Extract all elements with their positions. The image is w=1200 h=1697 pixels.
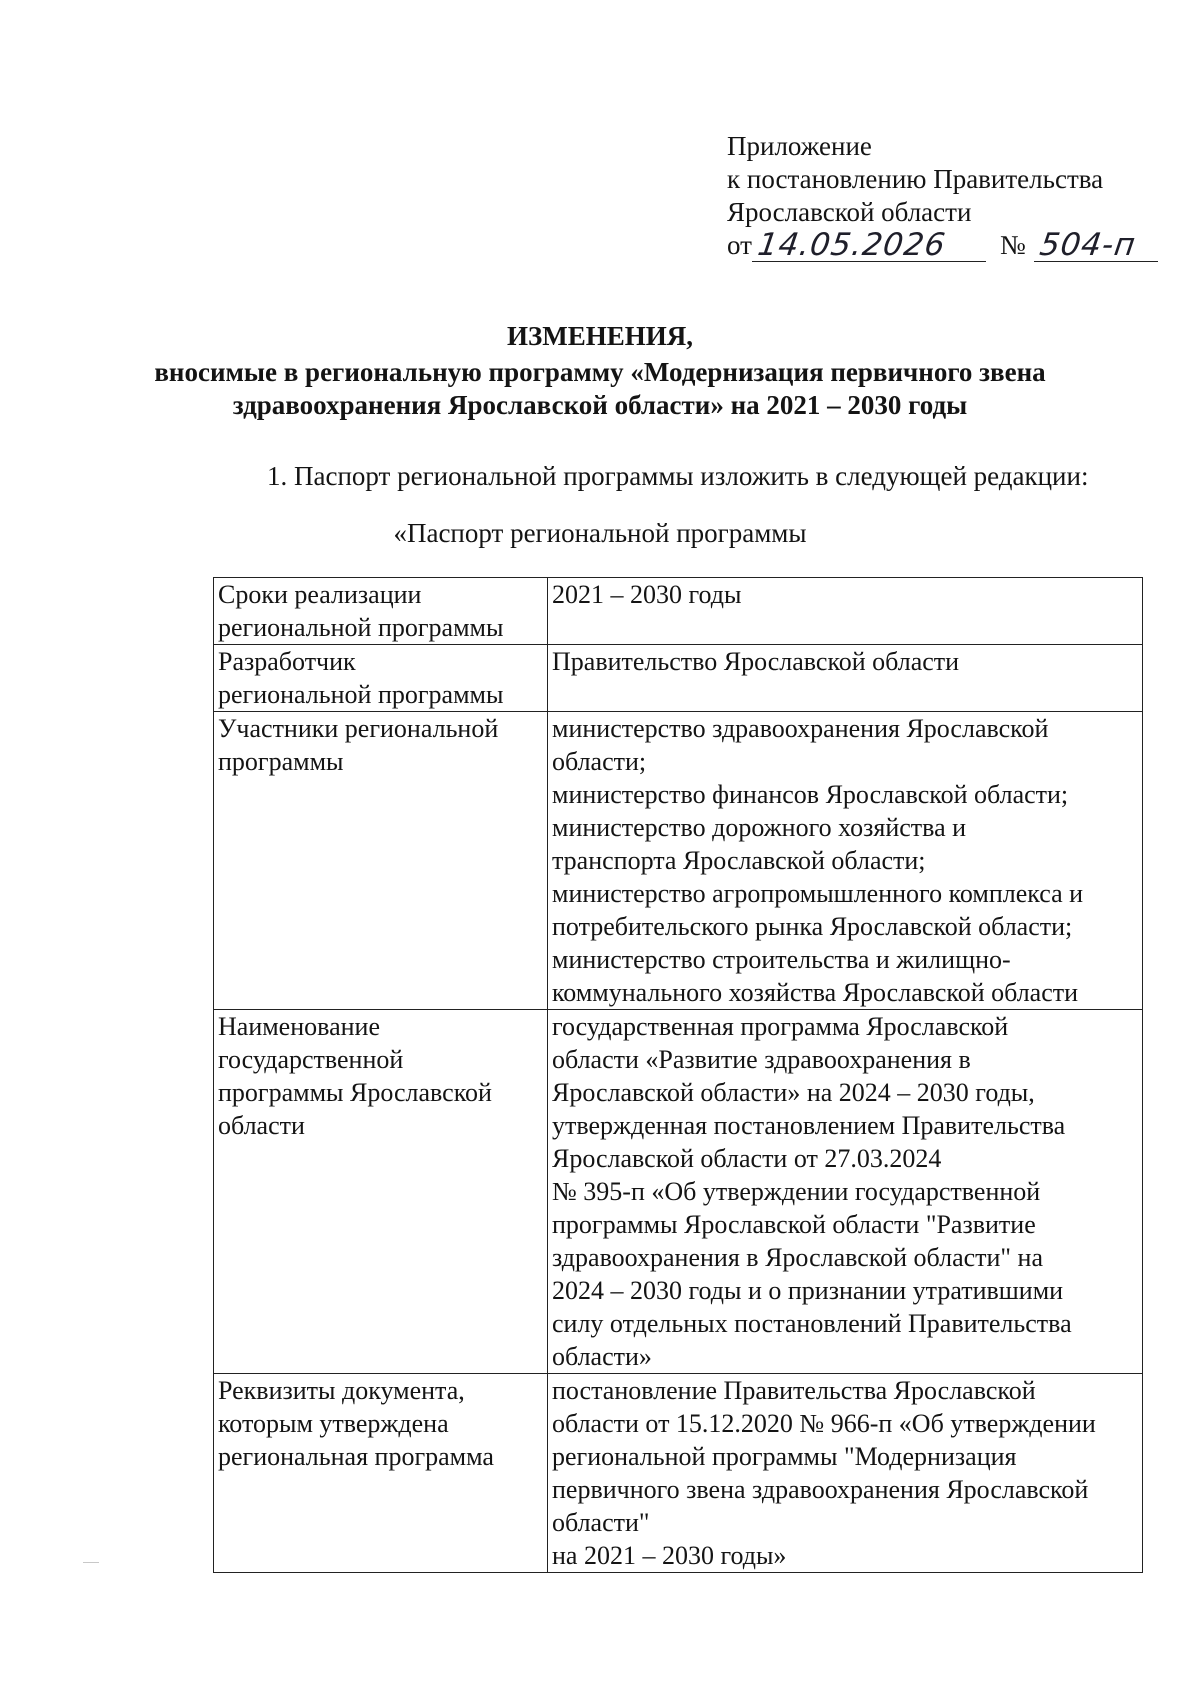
key-line: программы Ярославской <box>218 1078 492 1107</box>
key-line: региональной программы <box>218 680 504 709</box>
value-line: Правительство Ярославской области <box>552 647 960 676</box>
value-line: государственная программа Ярославской <box>552 1012 1009 1041</box>
handwritten-number: 504-п <box>1037 227 1138 263</box>
passport-row <box>214 712 1143 1010</box>
value-line: утвержденная постановлением Правительства <box>552 1111 1066 1140</box>
value-line: постановление Правительства Ярославской <box>552 1376 1036 1405</box>
value-line: транспорта Ярославской области; <box>552 846 926 875</box>
passport-key-cell <box>214 1010 548 1374</box>
number-field <box>1034 227 1158 263</box>
key-line: государственной <box>218 1045 404 1074</box>
passport-row <box>214 578 1143 645</box>
passport-value-cell <box>548 1374 1143 1573</box>
passport-value-cell <box>548 645 1143 712</box>
value-line: министерство дорожного хозяйства и <box>552 813 967 842</box>
passport-value-cell <box>548 712 1143 1010</box>
key-line: Сроки реализации <box>218 580 422 609</box>
paragraph-1: 1. Паспорт региональной программы изложить в следующей редакции: <box>267 461 1089 491</box>
title-subtitle-line1: вносимые в региональную программу «Модернизация первичного звена <box>154 357 1046 387</box>
value-line: области от 15.12.2020 № 966-п «Об утверждении <box>552 1409 1096 1438</box>
passport-title: «Паспорт региональной программы <box>393 518 807 548</box>
appendix-resolution-line: к постановлению Правительства <box>727 164 1104 194</box>
passport-value-cell <box>548 578 1143 645</box>
passport-row <box>214 645 1143 712</box>
passport-key-cell <box>214 712 548 1010</box>
appendix-label: Приложение <box>727 131 872 161</box>
passport-key-cell <box>214 1374 548 1573</box>
date-field <box>752 227 986 263</box>
key-line: Разработчик <box>218 647 356 676</box>
value-line: потребительского рынка Ярославской области; <box>552 912 1073 941</box>
scan-mark <box>83 1562 99 1563</box>
key-line: Реквизиты документа, <box>218 1376 465 1405</box>
key-line: программы <box>218 747 344 776</box>
value-line: на 2021 – 2030 годы» <box>552 1541 787 1570</box>
passport-row <box>214 1010 1143 1374</box>
value-line: программы Ярославской области "Развитие <box>552 1210 1036 1239</box>
value-line: области «Развитие здравоохранения в <box>552 1045 971 1074</box>
document-title <box>0 320 1200 422</box>
value-line: силу отдельных постановлений Правительства <box>552 1309 1072 1338</box>
passport-value-cell <box>548 1010 1143 1374</box>
passport-key-cell <box>214 578 548 645</box>
key-line: региональной программы <box>218 613 504 642</box>
value-line: 2021 – 2030 годы <box>552 580 742 609</box>
value-line: министерство финансов Ярославской области; <box>552 780 1069 809</box>
value-line: области" <box>552 1508 650 1537</box>
appendix-region-line: Ярославской области <box>727 197 972 227</box>
passport-row <box>214 1374 1143 1573</box>
handwritten-date: 14.05.2026 <box>755 227 948 263</box>
value-line: региональной программы "Модернизация <box>552 1442 1017 1471</box>
from-label: от <box>727 230 752 260</box>
key-line: региональная программа <box>218 1442 494 1471</box>
number-sign: № <box>999 230 1026 260</box>
value-line: области; <box>552 747 647 776</box>
value-line: области» <box>552 1342 652 1371</box>
value-line: первичного звена здравоохранения Ярославской <box>552 1475 1089 1504</box>
value-line: Ярославской области от 27.03.2024 <box>552 1144 942 1173</box>
appendix-header <box>727 130 1158 262</box>
value-line: коммунального хозяйства Ярославской области <box>552 978 1079 1007</box>
value-line: Ярославской области» на 2024 – 2030 годы, <box>552 1078 1035 1107</box>
value-line: министерство строительства и жилищно- <box>552 945 1011 974</box>
passport-table <box>213 577 1143 1573</box>
value-line: № 395-п «Об утверждении государственной <box>552 1177 1041 1206</box>
value-line: здравоохранения в Ярославской области" на <box>552 1243 1043 1272</box>
key-line: Участники региональной <box>218 714 499 743</box>
title-subtitle-line2: здравоохранения Ярославской области» на 2021 – 2030 годы <box>232 390 968 420</box>
value-line: 2024 – 2030 годы и о признании утратившими <box>552 1276 1064 1305</box>
value-line: министерство здравоохранения Ярославской <box>552 714 1049 743</box>
key-line: которым утверждена <box>218 1409 449 1438</box>
key-line: области <box>218 1111 305 1140</box>
key-line: Наименование <box>218 1012 380 1041</box>
passport-key-cell <box>214 645 548 712</box>
value-line: министерство агропромышленного комплекса и <box>552 879 1084 908</box>
title-heading: ИЗМЕНЕНИЯ, <box>506 321 693 351</box>
registration-line <box>727 229 1158 262</box>
